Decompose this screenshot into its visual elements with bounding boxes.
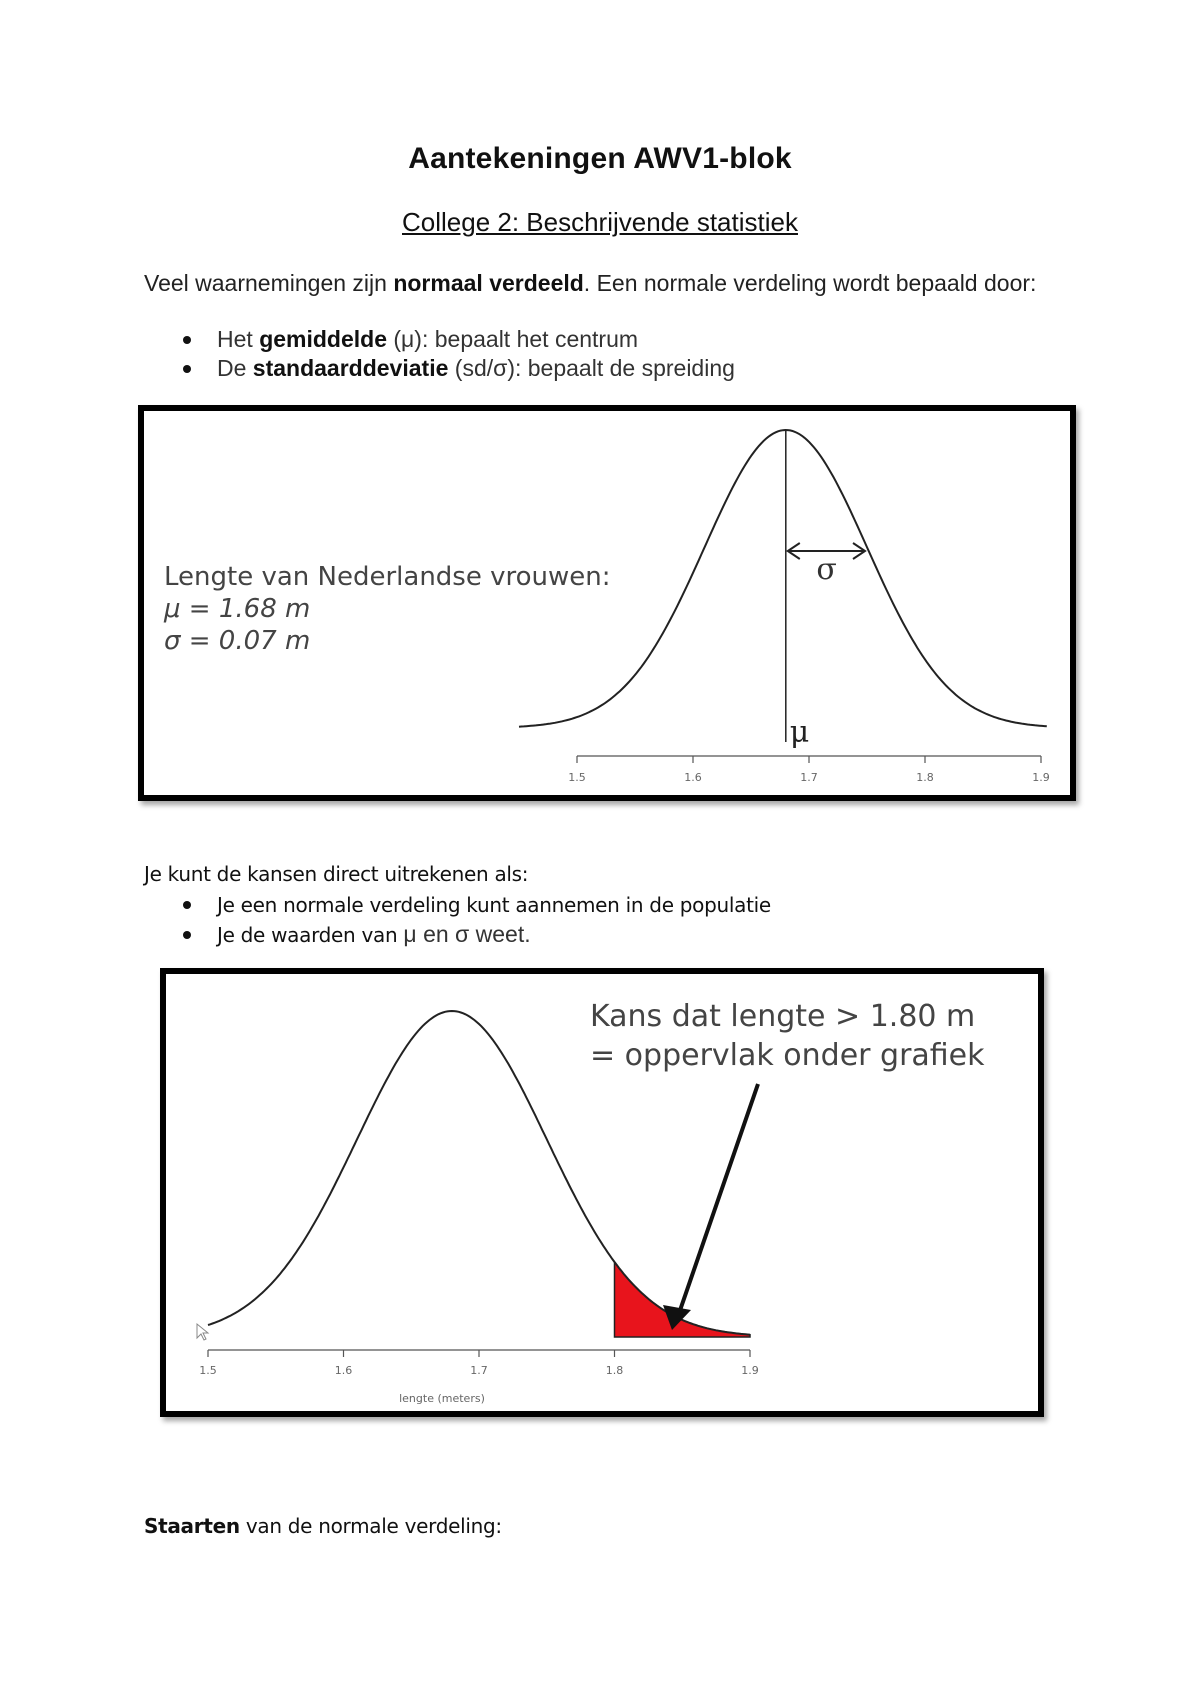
list-item-pre: Het	[217, 326, 260, 352]
list-item	[144, 354, 735, 383]
figure2-annotation-line2: = oppervlak onder grafiek	[590, 1038, 985, 1073]
staarten-rest: van de normale verdeling:	[239, 1514, 502, 1538]
cursor-icon	[197, 1324, 208, 1340]
list-item-post: (μ): bepaalt het centrum	[387, 326, 639, 352]
list-item-post: μ en σ weet.	[403, 921, 531, 947]
intro-text-after: . Een normale verdeling wordt bepaald door:	[583, 270, 1037, 296]
list-item-bold: standaarddeviatie	[252, 355, 449, 381]
parameter-list	[144, 325, 735, 383]
x-tick-label: 1.7	[470, 1364, 488, 1377]
page-subtitle: College 2: Beschrijvende statistiek	[402, 207, 798, 237]
list-item	[144, 890, 771, 920]
annotation-arrow	[676, 1084, 758, 1322]
list-item-pre: Je de waarden van	[217, 923, 404, 947]
intro-text-before: Veel waarnemingen zijn	[144, 270, 394, 296]
list-item-text: Je een normale verdeling kunt aannemen in de populatie	[217, 893, 771, 917]
x-tick-label: 1.8	[916, 771, 934, 784]
x-tick-label: 1.6	[684, 771, 702, 784]
x-tick-label: 1.7	[800, 771, 818, 784]
x-tick-label: 1.5	[568, 771, 586, 784]
figure1-caption-line1: Lengte van Nederlandse vrouwen:	[164, 562, 611, 592]
chart-normal-curve	[144, 411, 1070, 795]
figure2-annotation-line1: Kans dat lengte > 1.80 m	[590, 999, 976, 1034]
mu-label: μ	[789, 715, 810, 750]
chart-shaded-tail	[166, 974, 1038, 1411]
figure-probability-area	[160, 968, 1044, 1417]
x-tick-label: 1.6	[334, 1364, 353, 1377]
figure-normal-distribution	[138, 405, 1076, 801]
list-item	[144, 920, 771, 950]
intro-paragraph	[144, 270, 1044, 297]
figure1-caption-line2: μ = 1.68 m	[164, 594, 311, 624]
x-tick-label: 1.9	[1032, 771, 1050, 784]
figure1-caption-line3: σ = 0.07 m	[164, 626, 311, 656]
page-title: Aantekeningen AWV1-blok	[408, 142, 792, 175]
staarten-bold: Staarten	[144, 1514, 240, 1538]
x-tick-label: 1.5	[199, 1364, 217, 1377]
list-item-bold: gemiddelde	[259, 326, 387, 352]
staarten-heading	[144, 1514, 502, 1538]
list-item-post: (sd/σ): bepaalt de spreiding	[448, 355, 735, 381]
x-tick-label: 1.8	[605, 1364, 624, 1377]
conditions-list	[144, 890, 771, 950]
x-tick-label: 1.9	[741, 1364, 759, 1377]
list-item	[144, 325, 735, 354]
sigma-label: σ	[816, 552, 837, 587]
lead-paragraph-2: Je kunt de kansen direct uitrekenen als:	[144, 862, 529, 886]
intro-bold: normaal verdeeld	[393, 270, 584, 296]
list-item-pre: De	[217, 355, 253, 381]
x-axis-label: lengte (meters)	[399, 1392, 485, 1405]
